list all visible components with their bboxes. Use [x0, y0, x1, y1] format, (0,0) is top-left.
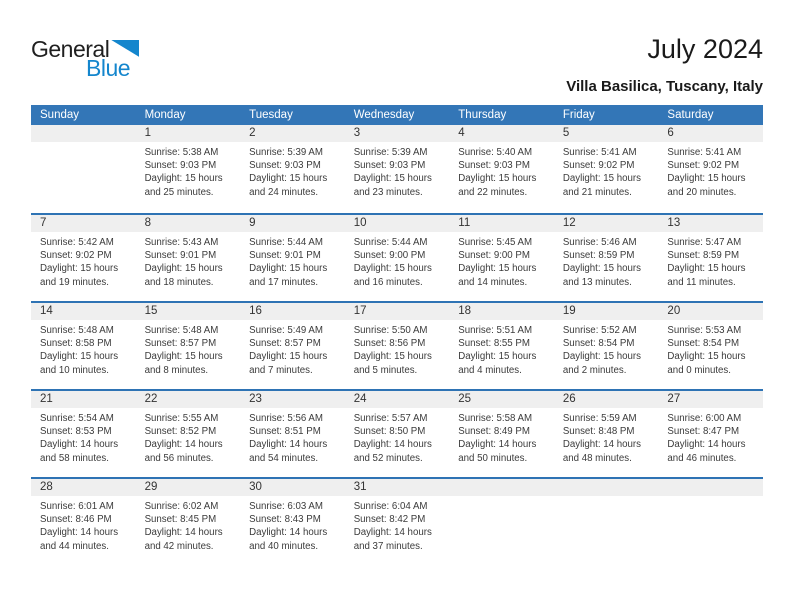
sunrise-text: Sunrise: 5:44 AM [353, 237, 428, 248]
day-cell-details [554, 142, 659, 199]
day-number: 8 [144, 217, 151, 229]
day-number: 24 [353, 393, 367, 405]
daylight-hours-text: Daylight: 14 hours [144, 527, 223, 539]
sunrise-text: Sunrise: 5:49 AM [249, 325, 323, 336]
empty-day-number [658, 479, 763, 496]
daylight-hours-text: Daylight: 15 hours [40, 351, 119, 363]
daylight-hours-text: Daylight: 15 hours [144, 173, 223, 185]
day-details-row [31, 408, 763, 465]
day-cell-details [658, 232, 763, 289]
daylight-hours-text: Daylight: 15 hours [249, 351, 328, 363]
header-titles [566, 34, 763, 95]
day-cell-details [136, 142, 241, 199]
daylight-minutes-text: and 2 minutes. [562, 364, 627, 376]
day-number: 3 [353, 127, 361, 139]
daylight-hours-text: Daylight: 14 hours [40, 439, 119, 451]
day-cell-details [345, 142, 450, 199]
sunset-text: Sunset: 9:03 PM [249, 160, 321, 172]
sunset-text: Sunset: 8:43 PM [249, 514, 321, 526]
sunset-text: Sunset: 9:02 PM [40, 250, 112, 262]
sunset-text: Sunset: 8:56 PM [353, 338, 426, 350]
sunset-text: Sunset: 8:57 PM [249, 338, 321, 350]
sunrise-text: Sunrise: 6:03 AM [249, 501, 323, 512]
daylight-hours-text: Daylight: 14 hours [353, 439, 432, 451]
day-details-row [31, 320, 763, 377]
day-number-band [31, 125, 763, 142]
day-cell-details [240, 408, 345, 465]
day-cell-details [554, 232, 659, 289]
weekday-header-row [31, 105, 763, 125]
day-number: 27 [667, 393, 681, 405]
day-cell-details [31, 408, 136, 465]
daylight-minutes-text: and 4 minutes. [458, 364, 522, 376]
daylight-minutes-text: and 18 minutes. [144, 276, 214, 288]
sunrise-text: Sunrise: 5:52 AM [562, 325, 637, 336]
daylight-minutes-text: and 13 minutes. [562, 276, 632, 288]
daylight-hours-text: Daylight: 15 hours [667, 263, 746, 275]
sunrise-text: Sunrise: 6:04 AM [353, 501, 428, 512]
day-cell-details [31, 320, 136, 377]
day-number: 1 [144, 127, 151, 139]
day-cell-details [449, 232, 554, 289]
day-cell-details [136, 232, 241, 289]
day-number-band [31, 303, 763, 320]
day-number: 4 [458, 127, 465, 139]
weekday-header-tuesday: Tuesday [249, 109, 293, 121]
sunrise-text: Sunrise: 5:42 AM [40, 237, 114, 248]
sunrise-text: Sunrise: 5:53 AM [667, 325, 742, 336]
day-number: 15 [144, 305, 158, 317]
daylight-hours-text: Daylight: 14 hours [353, 527, 432, 539]
daylight-minutes-text: and 7 minutes. [249, 364, 313, 376]
daylight-minutes-text: and 8 minutes. [144, 364, 209, 376]
weekday-header-thursday: Thursday [458, 109, 507, 121]
sunset-text: Sunset: 8:47 PM [667, 426, 740, 438]
day-number-band [31, 391, 763, 408]
sunrise-text: Sunrise: 5:40 AM [458, 147, 533, 158]
daylight-minutes-text: and 22 minutes. [458, 186, 528, 198]
sunset-text: Sunset: 9:03 PM [144, 160, 217, 172]
sunrise-text: Sunrise: 6:02 AM [144, 501, 219, 512]
daylight-minutes-text: and 10 minutes. [40, 364, 109, 376]
daylight-hours-text: Daylight: 14 hours [458, 439, 537, 451]
sunset-text: Sunset: 8:51 PM [249, 426, 321, 438]
daylight-minutes-text: and 0 minutes. [667, 364, 731, 376]
daylight-hours-text: Daylight: 15 hours [249, 173, 328, 185]
day-number: 18 [458, 305, 472, 317]
sunrise-text: Sunrise: 6:00 AM [667, 413, 742, 424]
day-number: 14 [40, 305, 53, 317]
day-number: 2 [249, 127, 256, 139]
daylight-minutes-text: and 19 minutes. [40, 276, 109, 288]
calendar-table [31, 105, 763, 565]
day-cell-details [658, 408, 763, 465]
day-number: 23 [249, 393, 262, 405]
daylight-hours-text: Daylight: 14 hours [667, 439, 746, 451]
day-number: 10 [353, 217, 367, 229]
sunset-text: Sunset: 8:46 PM [40, 514, 112, 526]
daylight-minutes-text: and 56 minutes. [144, 452, 214, 464]
daylight-minutes-text: and 42 minutes. [144, 540, 214, 552]
week-row [31, 125, 763, 213]
page-subtitle: Villa Basilica, Tuscany, Italy [566, 78, 763, 95]
sunset-text: Sunset: 9:00 PM [353, 250, 426, 262]
weekday-header-friday: Friday [562, 109, 595, 121]
day-cell-details [449, 320, 554, 377]
sunrise-text: Sunrise: 5:38 AM [144, 147, 219, 158]
daylight-minutes-text: and 58 minutes. [40, 452, 109, 464]
sunset-text: Sunset: 8:59 PM [562, 250, 635, 262]
sunrise-text: Sunrise: 5:43 AM [144, 237, 219, 248]
daylight-hours-text: Daylight: 14 hours [249, 439, 328, 451]
day-number: 5 [562, 127, 570, 139]
sunset-text: Sunset: 8:52 PM [144, 426, 217, 438]
sunrise-text: Sunrise: 5:54 AM [40, 413, 114, 424]
sunset-text: Sunset: 8:53 PM [40, 426, 112, 438]
sunset-text: Sunset: 8:48 PM [562, 426, 635, 438]
week-row [31, 301, 763, 389]
daylight-hours-text: Daylight: 15 hours [562, 173, 641, 185]
daylight-hours-text: Daylight: 15 hours [40, 263, 119, 275]
daylight-hours-text: Daylight: 15 hours [458, 173, 537, 185]
daylight-hours-text: Daylight: 15 hours [562, 351, 641, 363]
sunrise-text: Sunrise: 5:44 AM [249, 237, 323, 248]
sunrise-text: Sunrise: 5:39 AM [249, 147, 323, 158]
daylight-hours-text: Daylight: 15 hours [458, 351, 537, 363]
general-blue-logo [31, 38, 139, 80]
sunrise-text: Sunrise: 5:39 AM [353, 147, 428, 158]
sunrise-text: Sunrise: 5:46 AM [562, 237, 637, 248]
day-number-band [31, 215, 763, 232]
day-cell-details [136, 496, 241, 553]
day-cell-details [554, 320, 659, 377]
day-cell-details [658, 142, 763, 199]
day-number: 22 [144, 393, 158, 405]
sunrise-text: Sunrise: 5:41 AM [667, 147, 742, 158]
week-row [31, 389, 763, 477]
sunset-text: Sunset: 8:42 PM [353, 514, 426, 526]
daylight-hours-text: Daylight: 15 hours [353, 351, 432, 363]
day-number: 12 [562, 217, 576, 229]
sunset-text: Sunset: 8:49 PM [458, 426, 530, 438]
day-details-row [31, 232, 763, 289]
daylight-minutes-text: and 54 minutes. [249, 452, 319, 464]
daylight-minutes-text: and 20 minutes. [667, 186, 737, 198]
day-number-band [31, 479, 763, 496]
day-number: 25 [458, 393, 472, 405]
daylight-hours-text: Daylight: 15 hours [353, 173, 432, 185]
sunset-text: Sunset: 8:45 PM [144, 514, 217, 526]
sunset-text: Sunset: 9:01 PM [249, 250, 321, 262]
day-cell-details [240, 320, 345, 377]
day-number: 17 [353, 305, 367, 317]
day-number: 29 [144, 481, 158, 493]
empty-day-number [31, 125, 136, 142]
day-number: 7 [40, 217, 47, 229]
day-number: 13 [667, 217, 681, 229]
sunrise-text: Sunrise: 5:47 AM [667, 237, 742, 248]
week-row [31, 477, 763, 565]
daylight-hours-text: Daylight: 14 hours [562, 439, 641, 451]
empty-day-cell [31, 142, 136, 199]
sunset-text: Sunset: 9:00 PM [458, 250, 530, 262]
daylight-hours-text: Daylight: 15 hours [144, 351, 223, 363]
daylight-minutes-text: and 11 minutes. [667, 276, 736, 288]
day-number: 19 [562, 305, 576, 317]
sunrise-text: Sunrise: 5:59 AM [562, 413, 637, 424]
daylight-minutes-text: and 52 minutes. [353, 452, 423, 464]
day-cell-details [658, 320, 763, 377]
daylight-minutes-text: and 25 minutes. [144, 186, 214, 198]
daylight-hours-text: Daylight: 15 hours [144, 263, 223, 275]
day-number: 21 [40, 393, 53, 405]
daylight-minutes-text: and 23 minutes. [353, 186, 423, 198]
weekday-header-wednesday: Wednesday [353, 109, 415, 121]
daylight-minutes-text: and 44 minutes. [40, 540, 109, 552]
daylight-minutes-text: and 14 minutes. [458, 276, 528, 288]
empty-day-number [449, 479, 554, 496]
day-number: 9 [249, 217, 256, 229]
day-cell-details [554, 408, 659, 465]
sunrise-text: Sunrise: 5:48 AM [144, 325, 219, 336]
day-cell-details [345, 408, 450, 465]
day-details-row [31, 496, 763, 553]
empty-day-number [554, 479, 659, 496]
day-details-row [31, 142, 763, 199]
page-title: July 2024 [647, 34, 763, 64]
day-number: 16 [249, 305, 262, 317]
day-cell-details [136, 320, 241, 377]
daylight-hours-text: Daylight: 15 hours [667, 173, 746, 185]
day-number: 26 [562, 393, 576, 405]
daylight-minutes-text: and 5 minutes. [353, 364, 418, 376]
sunset-text: Sunset: 9:03 PM [353, 160, 426, 172]
daylight-hours-text: Daylight: 14 hours [40, 527, 119, 539]
sunrise-text: Sunrise: 6:01 AM [40, 501, 114, 512]
daylight-minutes-text: and 21 minutes. [562, 186, 632, 198]
weekday-header-monday: Monday [144, 109, 186, 121]
daylight-hours-text: Daylight: 14 hours [144, 439, 223, 451]
weekday-header-sunday: Sunday [40, 109, 80, 121]
daylight-minutes-text: and 37 minutes. [353, 540, 423, 552]
daylight-hours-text: Daylight: 15 hours [353, 263, 432, 275]
daylight-minutes-text: and 24 minutes. [249, 186, 319, 198]
sunrise-text: Sunrise: 5:48 AM [40, 325, 114, 336]
sunset-text: Sunset: 8:57 PM [144, 338, 217, 350]
sunset-text: Sunset: 8:58 PM [40, 338, 112, 350]
sunrise-text: Sunrise: 5:51 AM [458, 325, 533, 336]
sunset-text: Sunset: 8:54 PM [667, 338, 740, 350]
day-number: 30 [249, 481, 262, 493]
day-number: 11 [458, 217, 471, 229]
day-cell-details [345, 320, 450, 377]
daylight-minutes-text: and 16 minutes. [353, 276, 423, 288]
day-cell-details [449, 142, 554, 199]
daylight-minutes-text: and 46 minutes. [667, 452, 737, 464]
day-cell-details [449, 408, 554, 465]
sunset-text: Sunset: 8:59 PM [667, 250, 740, 262]
empty-day-cell [554, 496, 659, 553]
sunrise-text: Sunrise: 5:50 AM [353, 325, 428, 336]
sunset-text: Sunset: 8:54 PM [562, 338, 635, 350]
day-cell-details [345, 232, 450, 289]
empty-day-cell [658, 496, 763, 553]
sunset-text: Sunset: 8:55 PM [458, 338, 530, 350]
daylight-minutes-text: and 40 minutes. [249, 540, 319, 552]
weekday-header-saturday: Saturday [667, 109, 714, 121]
daylight-hours-text: Daylight: 15 hours [562, 263, 641, 275]
logo-blue-text: Blue [86, 55, 131, 81]
sunrise-text: Sunrise: 5:58 AM [458, 413, 533, 424]
sunrise-text: Sunrise: 5:55 AM [144, 413, 219, 424]
daylight-hours-text: Daylight: 14 hours [249, 527, 328, 539]
sunset-text: Sunset: 9:01 PM [144, 250, 217, 262]
day-number: 20 [667, 305, 681, 317]
daylight-minutes-text: and 50 minutes. [458, 452, 528, 464]
sunset-text: Sunset: 8:50 PM [353, 426, 426, 438]
day-cell-details [240, 232, 345, 289]
sunset-text: Sunset: 9:02 PM [667, 160, 740, 172]
sunset-text: Sunset: 9:02 PM [562, 160, 635, 172]
empty-day-cell [449, 496, 554, 553]
daylight-hours-text: Daylight: 15 hours [667, 351, 746, 363]
day-number: 31 [353, 481, 367, 493]
calendar-weeks [31, 125, 763, 565]
day-cell-details [240, 142, 345, 199]
daylight-hours-text: Daylight: 15 hours [458, 263, 537, 275]
daylight-hours-text: Daylight: 15 hours [249, 263, 328, 275]
sunrise-text: Sunrise: 5:41 AM [562, 147, 637, 158]
sunset-text: Sunset: 9:03 PM [458, 160, 530, 172]
day-number: 6 [667, 127, 674, 139]
sunrise-text: Sunrise: 5:57 AM [353, 413, 428, 424]
logo-general-text: General [31, 36, 110, 62]
day-cell-details [240, 496, 345, 553]
day-number: 28 [40, 481, 53, 493]
day-cell-details [31, 496, 136, 553]
sunrise-text: Sunrise: 5:45 AM [458, 237, 533, 248]
week-row [31, 213, 763, 301]
day-cell-details [31, 232, 136, 289]
day-cell-details [136, 408, 241, 465]
sunrise-text: Sunrise: 5:56 AM [249, 413, 323, 424]
day-cell-details [345, 496, 450, 553]
daylight-minutes-text: and 17 minutes. [249, 276, 319, 288]
daylight-minutes-text: and 48 minutes. [562, 452, 632, 464]
